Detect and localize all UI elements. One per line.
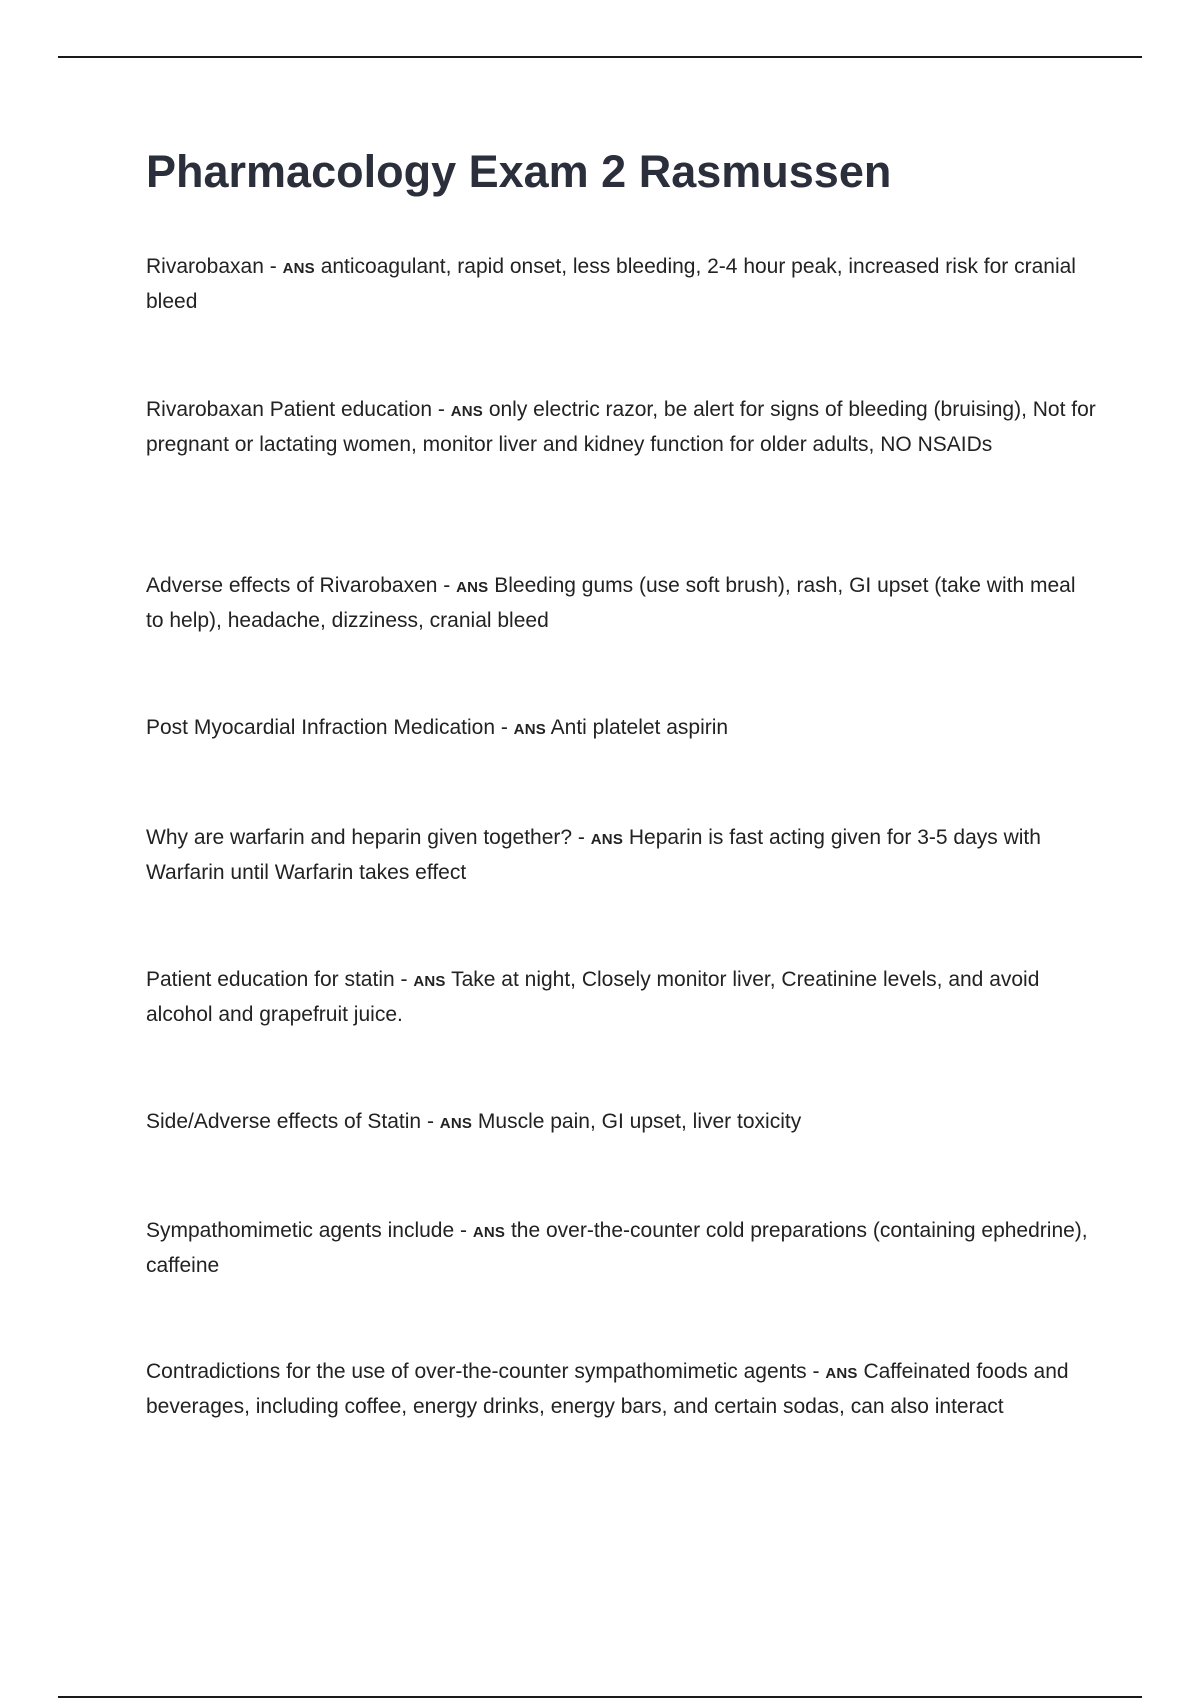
card-term: Rivarobaxan Patient education: [146, 398, 433, 421]
card-term: Sympathomimetic agents include: [146, 1219, 455, 1242]
card-separator: -: [263, 255, 283, 278]
answer-marker: ANS: [472, 1224, 506, 1241]
bottom-divider: [58, 1696, 1142, 1698]
card-definition: the over-the-counter cold preparations (containing ephedrine), caffeine: [146, 1219, 1088, 1277]
card-definition: Muscle pain, GI upset, liver toxicity: [477, 1110, 802, 1133]
card-separator: -: [394, 968, 414, 991]
answer-marker: ANS: [456, 579, 489, 596]
card-definition: Caffeinated foods and beverages, including coffee, energy drinks, energy bars, and certain sodas, can also interact: [146, 1360, 1069, 1418]
card-definition: Take at night, Closely monitor liver, Creatinine levels, and avoid alcohol and grapefruit juice.: [146, 968, 1040, 1026]
answer-marker: ANS: [439, 1115, 473, 1132]
card-term: Rivarobaxan: [146, 255, 264, 278]
top-divider: [58, 56, 1142, 58]
card-separator: -: [432, 398, 451, 421]
flashcard: [146, 1105, 1096, 1140]
page-title: Pharmacology Exam 2 Rasmussen: [146, 146, 892, 197]
flashcard: [146, 711, 1096, 746]
card-term: Adverse effects of Rivarobaxen: [146, 574, 438, 597]
flashcard: [146, 963, 1096, 1031]
answer-marker: ANS: [513, 721, 546, 738]
card-separator: -: [572, 826, 591, 849]
answer-marker: ANS: [825, 1365, 858, 1382]
flashcard: [146, 1355, 1096, 1423]
card-separator: -: [454, 1219, 473, 1242]
card-term: Contradictions for the use of over-the-counter sympathomimetic agents: [146, 1360, 807, 1383]
card-term: Why are warfarin and heparin given together?: [146, 826, 573, 849]
card-term: Side/Adverse effects of Statin: [146, 1110, 422, 1133]
flashcard: [146, 569, 1096, 637]
card-definition: only electric razor, be alert for signs of bleeding (bruising), Not for pregnant or lactating women, monitor liver and kidney function for older adults, NO NSAIDs: [146, 398, 1096, 456]
card-definition: Bleeding gums (use soft brush), rash, GI upset (take with meal to help), headache, dizziness, cranial bleed: [146, 574, 1076, 632]
card-separator: -: [806, 1360, 826, 1383]
card-separator: -: [437, 574, 457, 597]
flashcard: [146, 393, 1096, 461]
card-definition: Heparin is fast acting given for 3-5 days with Warfarin until Warfarin takes effect: [146, 826, 1041, 884]
card-definition: Anti platelet aspirin: [550, 716, 729, 739]
card-term: Patient education for statin: [146, 968, 395, 991]
flashcard: [146, 821, 1096, 889]
answer-marker: ANS: [282, 260, 315, 277]
card-term: Post Myocardial Infraction Medication: [146, 716, 495, 739]
flashcard: [146, 1214, 1096, 1282]
answer-marker: ANS: [590, 831, 624, 848]
flashcard: [146, 250, 1096, 318]
card-definition: anticoagulant, rapid onset, less bleeding, 2-4 hour peak, increased risk for cranial bleed: [146, 255, 1076, 313]
answer-marker: ANS: [413, 973, 446, 990]
card-separator: -: [421, 1110, 440, 1133]
card-separator: -: [495, 716, 514, 739]
answer-marker: ANS: [450, 403, 483, 420]
